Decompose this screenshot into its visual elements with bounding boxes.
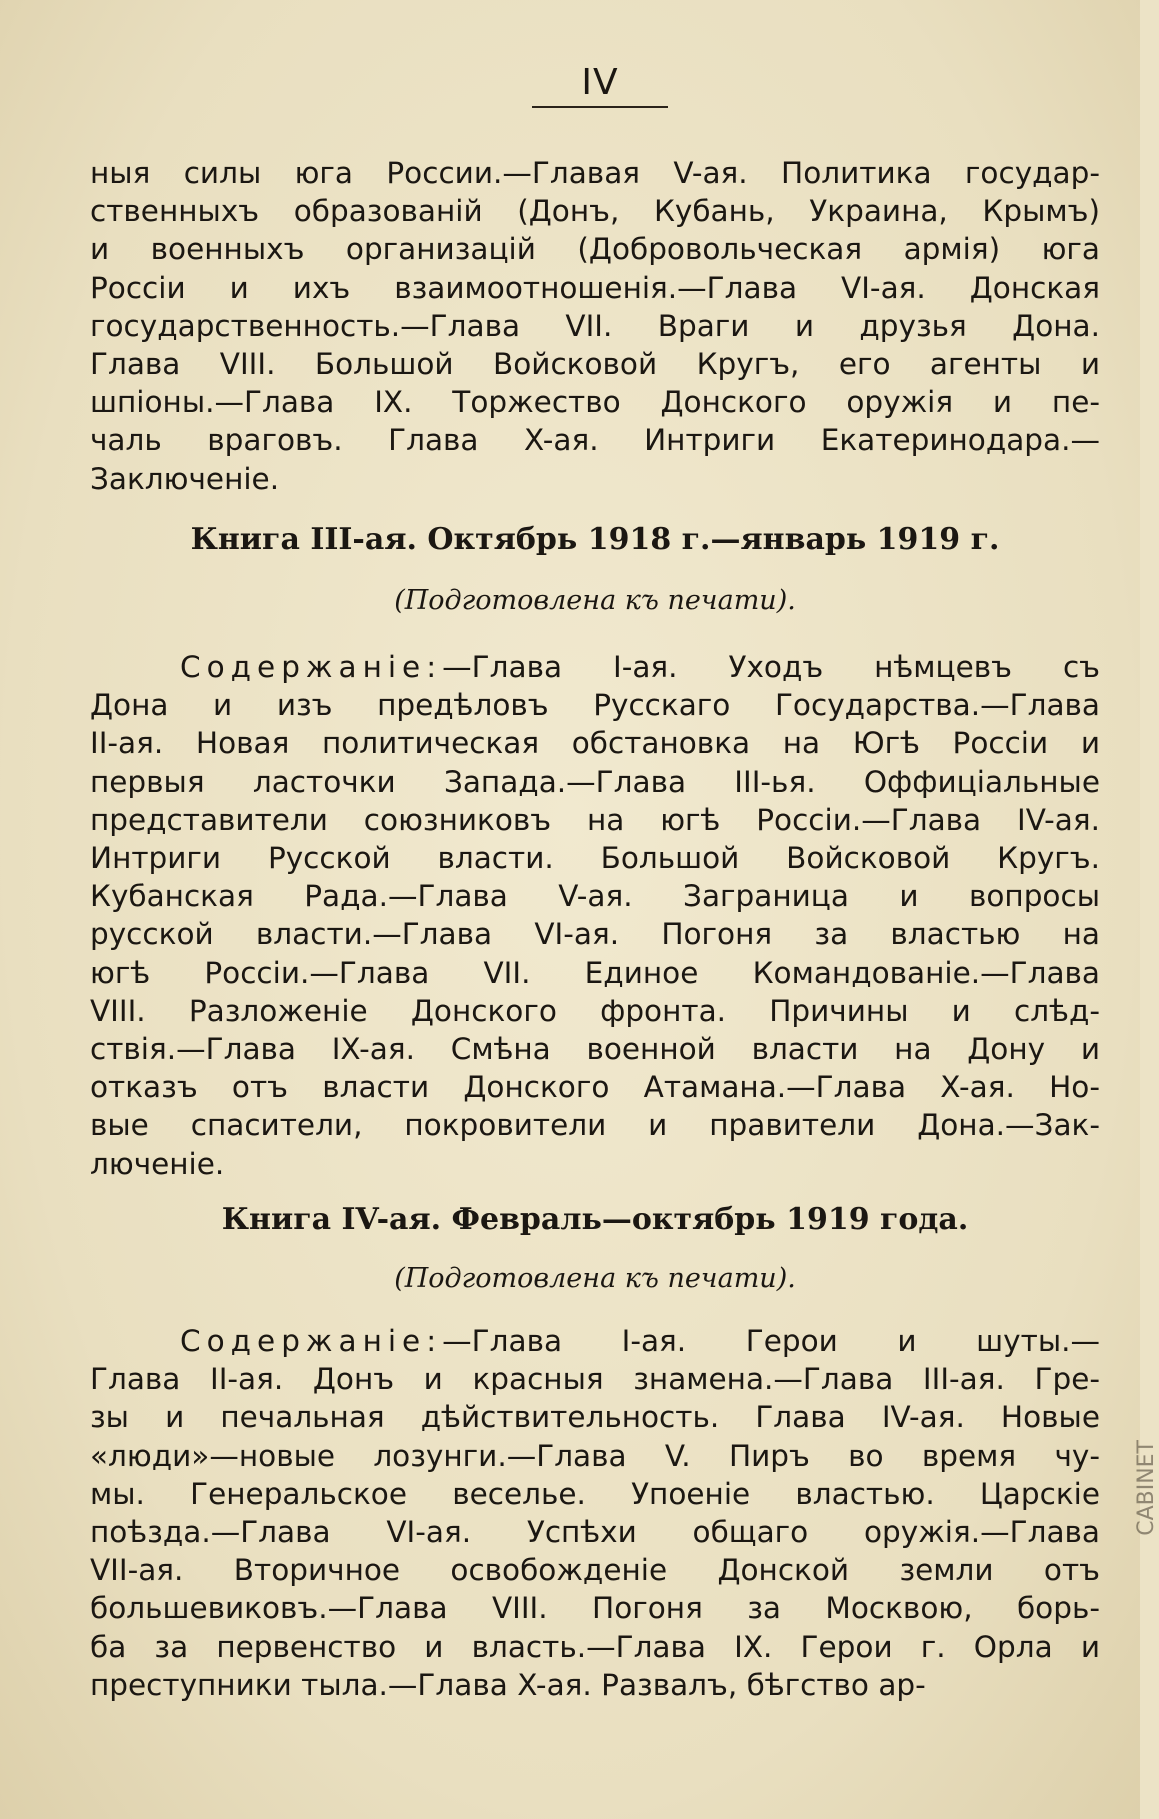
page-number: IV	[581, 62, 619, 103]
text-line	[90, 1628, 1100, 1666]
line-text: ственныхъ образованій (Донъ, Кубань, Украина, Крымъ)	[90, 194, 1100, 229]
text-line	[90, 1322, 1100, 1360]
line-text: преступники тыла.—Глава X-ая. Развалъ, бѣгство ар-	[90, 1667, 926, 1702]
line-text: шпіоны.—Глава IX. Торжество Донского оружія и пе-	[90, 385, 1100, 420]
line-text: «люди»—новые лозунги.—Глава V. Пиръ во время чу-	[90, 1438, 1100, 1473]
paragraph	[90, 1322, 1100, 1704]
text-line	[90, 877, 1100, 915]
text-line	[90, 192, 1100, 230]
line-text: Россіи и ихъ взаимоотношенія.—Глава VI-ая. Донская	[90, 270, 1100, 305]
contents-label: Содержаніе:	[180, 1324, 443, 1358]
line-text: люченіе.	[90, 1146, 225, 1181]
line-text: Интриги Русской власти. Большой Войсковой Кругъ.	[90, 841, 1100, 876]
line-text: большевиковъ.—Глава VIII. Погоня за Москвою, борь-	[90, 1591, 1100, 1626]
line-text: II-ая. Новая политическая обстановка на Югѣ Россіи и	[90, 726, 1100, 761]
line-text: вые спасители, покровители и правители Дона.—Зак-	[90, 1108, 1100, 1143]
line-text: поѣзда.—Глава VI-ая. Успѣхи общаго оружія.—Глава	[90, 1515, 1100, 1550]
text-line	[90, 1145, 1100, 1183]
line-text: Кубанская Рада.—Глава V-ая. Заграница и вопросы	[90, 879, 1100, 914]
text-line	[90, 915, 1100, 953]
text-line	[90, 307, 1100, 345]
book4-contents	[90, 1322, 1100, 1704]
text-line	[90, 686, 1100, 724]
page-number-rule	[532, 106, 668, 108]
text-line	[90, 154, 1100, 192]
line-text: зы и печальная дѣйствительность. Глава IV-ая. Новые	[90, 1400, 1100, 1435]
text-line	[90, 1360, 1100, 1398]
line-text: —Глава I-ая. Уходъ нѣмцевъ съ	[442, 650, 1100, 684]
text-line	[90, 954, 1100, 992]
text-line	[90, 992, 1100, 1030]
line-text: Заключеніе.	[90, 461, 280, 496]
line-text: и военныхъ организацій (Добровольческая армія) юга	[90, 232, 1100, 267]
line-text: Глава II-ая. Донъ и красныя знамена.—Глава III-ая. Гре-	[90, 1362, 1100, 1397]
text-line	[90, 1106, 1100, 1144]
line-text: мы. Генеральское веселье. Упоеніе властью. Царскіе	[90, 1476, 1100, 1511]
text-line	[90, 421, 1100, 459]
book4-heading: Книга IV-ая. Февраль—октябрь 1919 года.	[221, 1202, 969, 1237]
contents-label: Содержаніе:	[180, 650, 443, 684]
text-line	[90, 1666, 1100, 1704]
line-text: ствія.—Глава IX-ая. Смѣна военной власти на Дону и	[90, 1032, 1100, 1067]
line-text: ба за первенство и власть.—Глава IX. Герои г. Орла и	[90, 1629, 1100, 1664]
text-line	[90, 1437, 1100, 1475]
text-line	[90, 1589, 1100, 1627]
line-text: государственность.—Глава VII. Враги и друзья Дона.	[90, 308, 1100, 343]
line-text: —Глава I-ая. Герои и шуты.—	[442, 1324, 1100, 1358]
paragraph	[90, 648, 1100, 1183]
line-text: Глава VIII. Большой Войсковой Кругъ, его агенты и	[90, 347, 1100, 382]
text-line	[90, 460, 1100, 498]
text-line	[90, 839, 1100, 877]
line-text: первыя ласточки Запада.—Глава III-ья. Оффиціальные	[90, 764, 1100, 799]
text-line	[90, 383, 1100, 421]
text-line	[90, 345, 1100, 383]
line-text: представители союзниковъ на югѣ Россіи.—Глава IV-ая.	[90, 802, 1100, 837]
text-line	[90, 230, 1100, 268]
line-text: русской власти.—Глава VI-ая. Погоня за властью на	[90, 917, 1100, 952]
text-line	[90, 269, 1100, 307]
line-text: Дона и изъ предѣловъ Русскаго Государства.—Глава	[90, 688, 1100, 723]
text-line	[90, 724, 1100, 762]
text-line	[90, 763, 1100, 801]
text-line	[90, 1068, 1100, 1106]
line-text: VII-ая. Вторичное освобожденіе Донской земли отъ	[90, 1553, 1100, 1588]
book3-prep-note: (Подготовлена къ печати).	[394, 585, 796, 616]
book3-contents	[90, 648, 1100, 1183]
library-stamp: CABINET	[1134, 1440, 1159, 1536]
line-text: VIII. Разложеніе Донского фронта. Причины и слѣд-	[90, 993, 1100, 1028]
text-line	[90, 1398, 1100, 1436]
text-line	[90, 1551, 1100, 1589]
book4-prep-note: (Подготовлена къ печати).	[394, 1263, 796, 1294]
text-line	[90, 1030, 1100, 1068]
text-line	[90, 1513, 1100, 1551]
line-text: чаль враговъ. Глава X-ая. Интриги Екатеринодара.—	[90, 423, 1100, 458]
paragraph	[90, 154, 1100, 498]
text-line	[90, 648, 1100, 686]
book2-contents-continuation	[90, 154, 1100, 498]
text-line	[90, 1475, 1100, 1513]
book3-heading: Книга III-ая. Октябрь 1918 г.—январь 1919 г.	[190, 522, 1000, 557]
line-text: отказъ отъ власти Донского Атамана.—Глава X-ая. Но-	[90, 1070, 1100, 1105]
line-text: ныя силы юга России.—Главая V-ая. Политика государ-	[90, 156, 1100, 190]
text-line	[90, 801, 1100, 839]
line-text: югѣ Россіи.—Глава VII. Единое Командованіе.—Глава	[90, 955, 1100, 990]
